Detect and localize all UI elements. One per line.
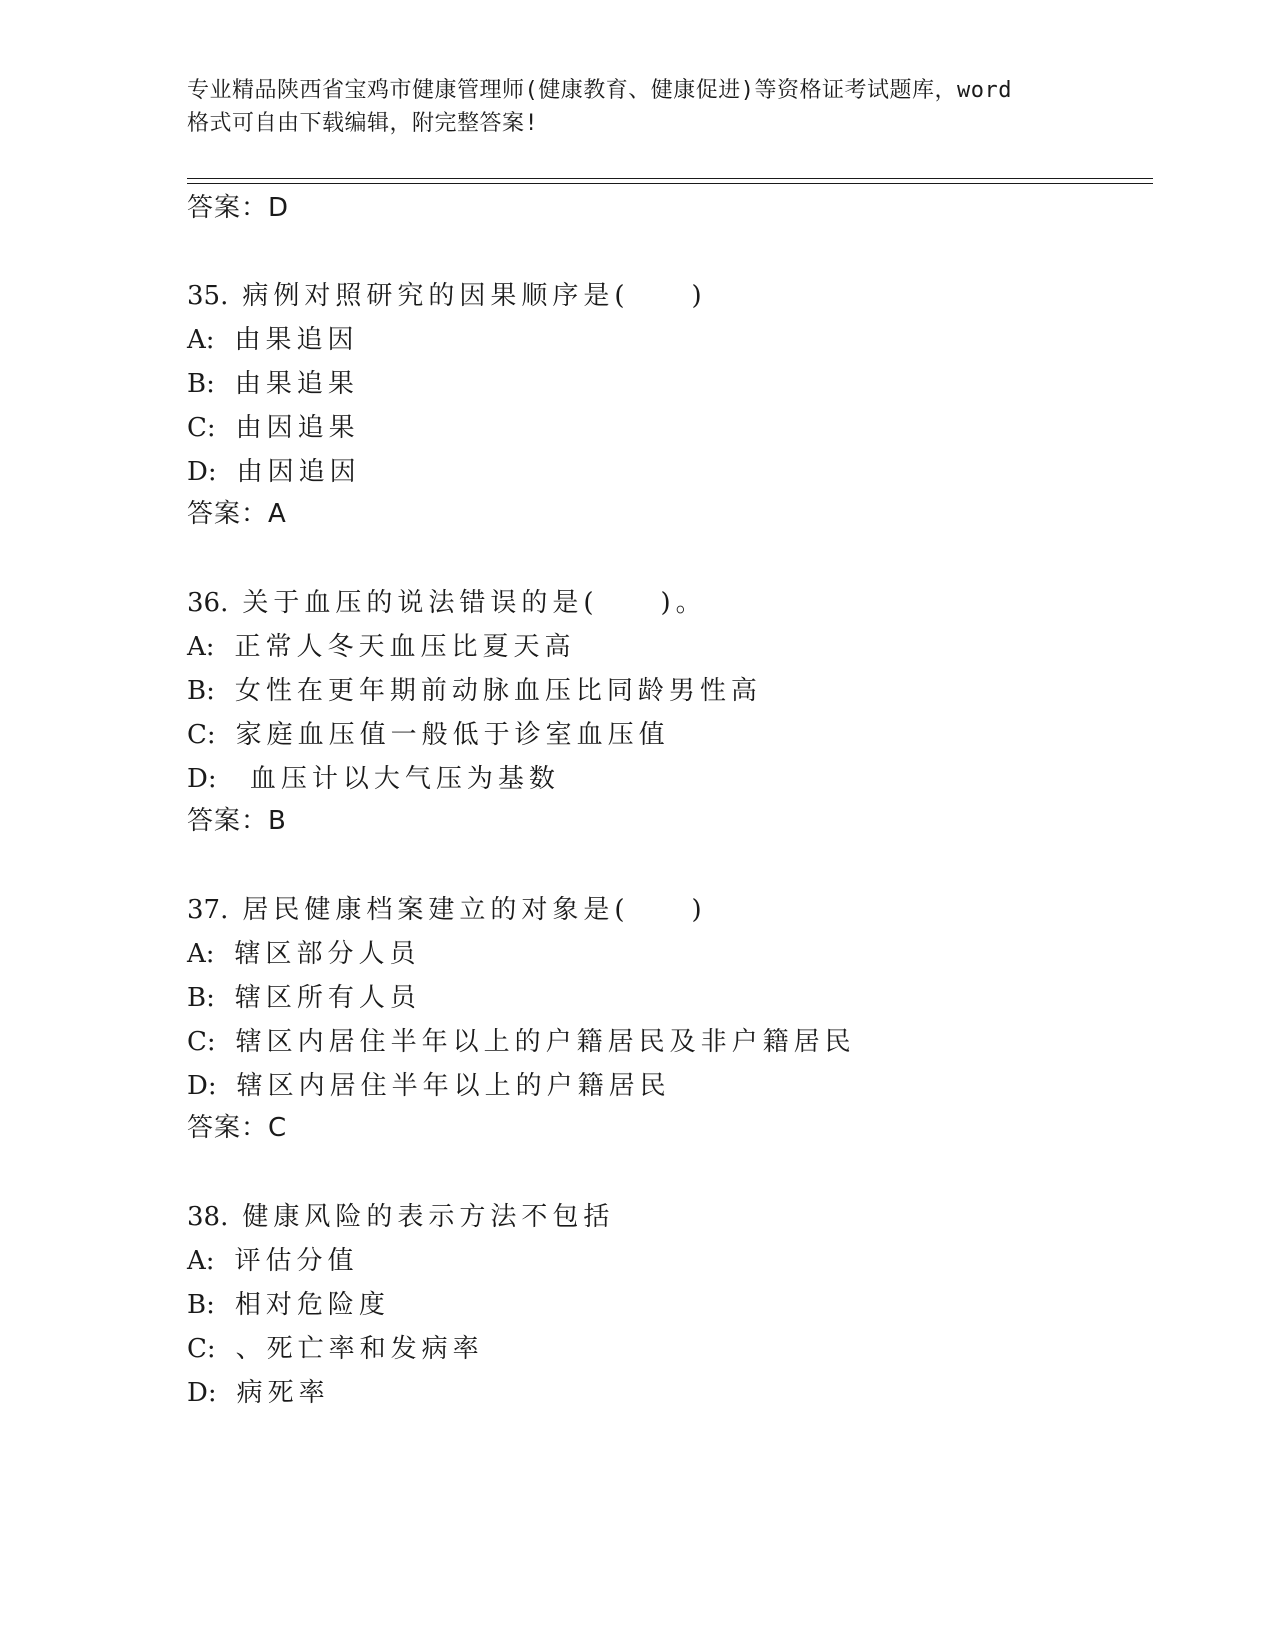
question-35-stem [187, 281, 707, 311]
option-letter: B: [187, 369, 215, 399]
question-35-option-a [187, 325, 359, 355]
option-letter: A: [187, 325, 215, 355]
option-letter: C: [187, 720, 216, 750]
option-letter: D: [187, 1378, 217, 1408]
option-letter: D: [187, 1071, 217, 1101]
option-text: 由因追果 [235, 413, 360, 443]
option-letter: D: [187, 764, 217, 794]
question-35-option-d [187, 457, 361, 487]
question-36-option-c [187, 720, 670, 750]
option-text: 、死亡率和发病率 [235, 1334, 484, 1364]
header-rule-top [187, 178, 1153, 179]
header-note [187, 74, 1087, 140]
option-letter: A: [187, 1246, 215, 1276]
option-text: 相对危险度 [234, 1290, 390, 1320]
question-36-answer: 答案：B [187, 806, 287, 836]
question-37-stem [187, 895, 707, 925]
option-letter: C: [187, 413, 216, 443]
question-38-option-c [187, 1334, 484, 1364]
option-letter: A: [187, 632, 215, 662]
question-37-option-b [187, 983, 421, 1013]
question-37-option-d [187, 1071, 671, 1101]
prev-answer: 答案：D [187, 193, 290, 223]
header-rule-bottom [187, 183, 1153, 184]
option-text: 由因追因 [236, 457, 361, 487]
option-text: 由果追因 [234, 325, 359, 355]
question-36-option-b [187, 676, 762, 706]
option-letter: C: [187, 1027, 216, 1057]
question-36-option-a [187, 632, 576, 662]
question-text: 健康风险的表示方法不包括 [242, 1202, 615, 1232]
option-text: 评估分值 [234, 1246, 359, 1276]
option-text: 辖区内居住半年以上的户籍居民 [236, 1071, 671, 1101]
question-35-option-b [187, 369, 359, 399]
option-text: 由果追果 [234, 369, 359, 399]
header-line-2: 格式可自由下载编辑，附完整答案! [187, 111, 539, 136]
option-text: 辖区部分人员 [234, 939, 421, 969]
header-line-1: 专业精品陕西省宝鸡市健康管理师(健康教育、健康促进)等资格证考试题库，word [187, 78, 1012, 103]
question-38-stem [187, 1202, 614, 1232]
option-text: 辖区内居住半年以上的户籍居民及非户籍居民 [235, 1027, 856, 1057]
option-letter: B: [187, 676, 215, 706]
question-35-option-c [187, 413, 360, 443]
question-38-option-a [187, 1246, 359, 1276]
option-letter: B: [187, 1290, 215, 1320]
question-text: 居民健康档案建立的对象是( ) [242, 895, 707, 925]
question-37-option-a [187, 939, 421, 969]
question-37-option-c [187, 1027, 856, 1057]
question-number: 36. [187, 588, 229, 618]
question-text: 关于血压的说法错误的是( )。 [242, 588, 707, 618]
option-text: 女性在更年期前动脉血压比同龄男性高 [234, 676, 762, 706]
question-38-option-d [187, 1378, 330, 1408]
option-text: 正常人冬天血压比夏天高 [234, 632, 576, 662]
option-text: 辖区所有人员 [234, 983, 421, 1013]
question-35-answer: 答案：A [187, 499, 287, 529]
option-text: 病死率 [236, 1378, 330, 1408]
option-letter: A: [187, 939, 215, 969]
option-letter: C: [187, 1334, 216, 1364]
question-number: 35. [187, 281, 229, 311]
option-text: 血压计以大气压为基数 [236, 764, 560, 794]
question-36-stem [187, 588, 707, 618]
question-37-answer: 答案：C [187, 1113, 288, 1143]
option-text: 家庭血压值一般低于诊室血压值 [235, 720, 670, 750]
question-number: 37. [187, 895, 229, 925]
question-36-option-d [187, 764, 560, 794]
question-38-option-b [187, 1290, 390, 1320]
option-letter: D: [187, 457, 217, 487]
option-letter: B: [187, 983, 215, 1013]
question-number: 38. [187, 1202, 229, 1232]
question-text: 病例对照研究的因果顺序是( ) [242, 281, 707, 311]
